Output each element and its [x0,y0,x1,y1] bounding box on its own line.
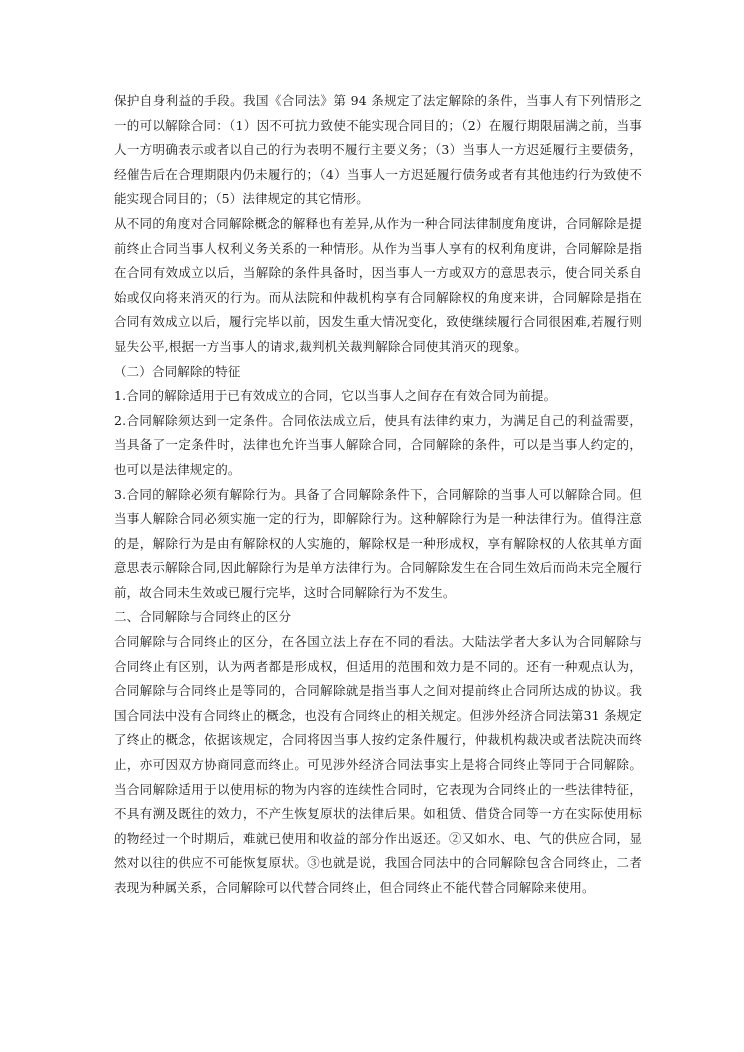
document-body [114,89,642,901]
paragraph-rescission-concept-perspectives: 从不同的角度对合同解除概念的解释也有差异,从作为一种合同法律制度角度讲，合同解除是提前终止合同当事人权利义务关系的一种情形。从作为当事人享有的权利角度讲，合同解除是指在合同有效成立以后，当解除的条件具备时，因当事人一方或双方的意思表示，使合同关系自始或仅向将来消灭的行为。而从法院和仲裁机构享有合同解除权的角度来讲，合同解除是指在合同有效成立以后，履行完毕以前，因发生重大情况变化，致使继续履行合同很困难,若履行则显失公平,根据一方当事人的请求,裁判机关裁判解除合同使其消灭的现象。 [114,215,642,354]
paragraph-statutory-rescission-conditions: 保护自身利益的手段。我国《合同法》第 94 条规定了法定解除的条件，当事人有下列情形之一的可以解除合同：（1）因不可抗力致使不能实现合同目的；（2）在履行期限届满之前，当事人一方明确表示或者以自己的行为表明不履行主要义务；（3）当事人一方迟延履行主要债务，经催告后在合理期限内仍未履行的；（4）当事人一方迟延履行债务或者有其他违约行为致使不能实现合同目的；（5）法律规定的其它情形。 [114,93,642,207]
paragraph-feature-3: 3.合同的解除必须有解除行为。具备了合同解除条件下，合同解除的当事人可以解除合同。但当事人解除合同必须实施一定的行为，即解除行为。这种解除行为是一种法律行为。值得注意的是，解除行为是由有解除权的人实施的，解除权是一种形成权，享有解除权的人依其单方面意思表示解除合同,因此解除行为是单方法律行为。合同解除发生在合同生效后而尚未完全履行前，故合同未生效或已履行完毕，这时合同解除行为不发生。 [114,486,642,600]
section-heading-rescission-features: （二）合同解除的特征 [114,363,241,379]
paragraph-feature-1: 1.合同的解除适用于已有效成立的合同，它以当事人之间存在有效合同为前提。 [114,388,557,404]
paragraph-rescission-vs-termination: 合同解除与合同终止的区分，在各国立法上存在不同的看法。大陆法学者大多认为合同解除与合同终止有区别，认为两者都是形成权，但适用的范围和效力是不同的。还有一种观点认为，合同解除与合同终止是等同的，合同解除就是指当事人之间对提前终止合同所达成的协议。我国合同法中没有合同终止的概念，也没有合同终止的相关规定。但涉外经济合同法第31 条规定了终止的概念，依据该规定，合同将因当事人按约定条件履行，仲裁机构裁决或者法院决而终止，亦可因双方协商同意而终止。可见涉外经济合同法事实上是将合同终止等同于合同解除。当合同解除适用于以使用标的物为内容的连续性合同时，它表现为合同终止的一些法律特征，不具有溯及既往的效力，不产生恢复原状的法律后果。如租赁、借贷合同等一方在实际使用标的物经过一个时期后，难就已使用和收益的部分作出返还。②又如水、电、气的供应合同，显然对以往的供应不可能恢复原状。③也就是说，我国合同法中的合同解除包含合同终止，二者表现为种属关系，合同解除可以代替合同终止，但合同终止不能代替合同解除来使用。 [114,634,642,895]
paragraph-feature-2: 2.合同解除须达到一定条件。合同依法成立后，使具有法律约束力，为满足自己的利益需要，当具备了一定条件时，法律也允许当事人解除合同，合同解除的条件，可以是当事人约定的，也可以是法律规定的。 [114,412,642,477]
section-heading-rescission-vs-termination: 二、合同解除与合同终止的区分 [114,609,292,625]
